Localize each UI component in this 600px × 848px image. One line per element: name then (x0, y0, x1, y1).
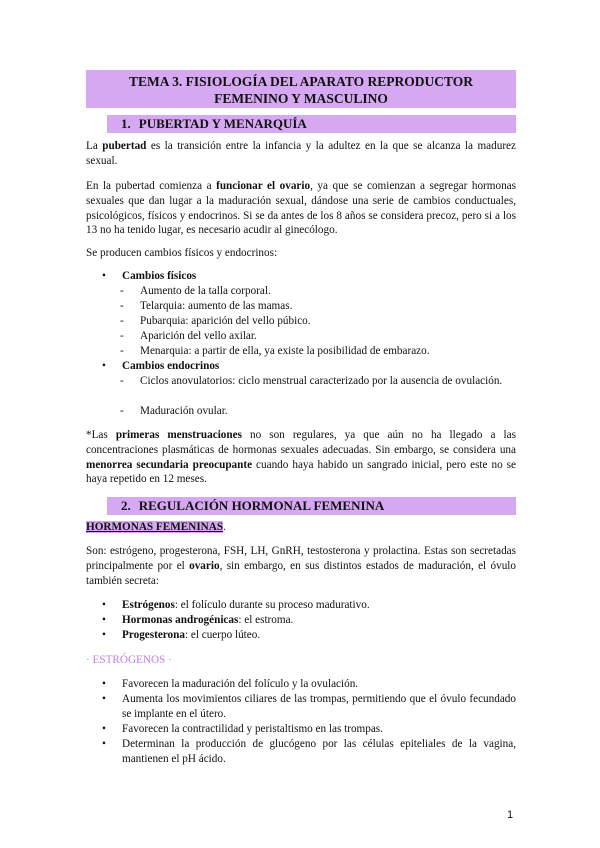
dash-icon: - (120, 300, 124, 312)
list-text: Favorecen la contractilidad y peristaltismo en las trompas. (122, 723, 383, 735)
text: Son: estrógeno, progesterona, FSH, LH, GnRH, testosterona y prolactina. Estas son secretadas principalmente por el (86, 545, 516, 572)
text: , ya que se comienzan a segregar hormonas sexuales que dan lugar a la maduración sexual, dándose una serie de cambios conductuales, psicológicos, físicos y endocrinos. Si se da antes de los 8 años se considera precoz, pero si a los 13 no ha tenido lugar, es necesario acudir al ginecólogo. (86, 180, 516, 237)
paragraph-pubertad (86, 139, 516, 169)
estrogenos-heading: · ESTRÓGENOS · (86, 654, 172, 666)
bold-term: primeras menstruaciones (115, 429, 242, 441)
bold-term: menorrea secundaria preocupante (86, 458, 253, 471)
list-text: Telarquia: aumento de las mamas. (140, 300, 293, 312)
paragraph-ovario (86, 179, 516, 238)
dash-icon: - (120, 285, 124, 297)
section-title: REGULACIÓN HORMONAL FEMENINA (138, 498, 385, 513)
text: : el estroma. (238, 614, 294, 626)
dash-icon: - (120, 405, 124, 417)
bold-term: funcionar el ovario (216, 180, 311, 192)
text: . (223, 521, 226, 533)
bullet-label: Cambios endocrinos (122, 360, 220, 372)
bold-term: pubertad (102, 140, 147, 152)
text: En la pubertad comienza a (86, 180, 217, 192)
dash-icon: - (120, 330, 124, 342)
list-text: Determinan la producción de glucógeno por las células epiteliales de la vagina, mantienen el pH ácido. (122, 738, 516, 765)
bullet-icon: • (102, 738, 106, 750)
list-text: Aumento de la talla corporal. (140, 285, 271, 297)
list-text: Pubarquia: aparición del vello púbico. (140, 315, 311, 327)
text: : el folículo durante su proceso madurativo. (174, 599, 370, 611)
section-number: 1. (121, 116, 131, 131)
text: *Las (86, 429, 116, 441)
text: , sin embargo, en sus distintos estados de maduración, el óvulo también secreta: (86, 559, 516, 587)
paragraph-cambios: Se producen cambios físicos y endocrinos: (86, 247, 278, 259)
section-heading-2 (107, 497, 516, 515)
document-title (86, 70, 516, 108)
bold-term: ovario (189, 559, 220, 572)
bullet-icon: • (102, 614, 106, 626)
bullet-icon: • (102, 360, 106, 372)
text: es la transición entre la infancia y la adultez en la que se alcanza la madurez sexual. (86, 140, 516, 167)
list-text: Maduración ovular. (140, 405, 228, 417)
dash-icon: - (120, 375, 124, 387)
hormonas-heading: HORMONAS FEMENINAS (86, 521, 224, 533)
list-text: Aumenta los movimientos ciliares de las trompas, permitiendo que el óvulo fecundado se implante en el útero. (122, 693, 516, 720)
title-line-2: FEMENINO Y MASCULINO (214, 91, 388, 106)
hormonas-heading-row (86, 520, 226, 535)
list-text: Ciclos anovulatorios: ciclo menstrual caracterizado por la ausencia de ovulación. (140, 375, 503, 387)
paragraph-menstruaciones (86, 428, 516, 487)
paragraph-hormonas (86, 544, 516, 588)
bullet-icon: • (102, 629, 106, 641)
bold-term: Hormonas androgénicas (122, 614, 239, 626)
bold-term: Estrógenos (122, 599, 175, 611)
section-title: PUBERTAD Y MENARQUÍA (138, 116, 307, 131)
bullet-icon: • (102, 270, 106, 282)
list-text: Favorecen la maduración del folículo y la ovulación. (122, 678, 359, 690)
dash-icon: - (120, 345, 124, 357)
bullet-icon: • (102, 599, 106, 611)
section-number: 2. (121, 498, 131, 513)
page-number: 1 (507, 809, 514, 821)
text: cuando haya habido un sangrado inicial, pero este no se haya repetido en 12 meses. (86, 458, 517, 486)
bullet-icon: • (102, 678, 106, 690)
list-text: Aparición del vello axilar. (140, 330, 257, 342)
list-text: Menarquia: a partir de ella, ya existe la posibilidad de embarazo. (140, 345, 430, 357)
text: : el cuerpo lúteo. (184, 629, 261, 641)
text: La (86, 140, 103, 152)
text: no son regulares, ya que aún no ha llegado a las concentraciones plasmáticas de hormonas sexuales adecuadas. Sin embargo, se considera una (86, 429, 516, 456)
bullet-icon: • (102, 723, 106, 735)
bullet-label: Cambios físicos (122, 270, 197, 282)
section-heading-1 (107, 115, 516, 133)
bold-term: Progesterona (122, 629, 185, 641)
bullet-icon: • (102, 693, 106, 705)
title-line-1: TEMA 3. FISIOLOGÍA DEL APARATO REPRODUCTOR (128, 74, 474, 89)
dash-icon: - (120, 315, 124, 327)
